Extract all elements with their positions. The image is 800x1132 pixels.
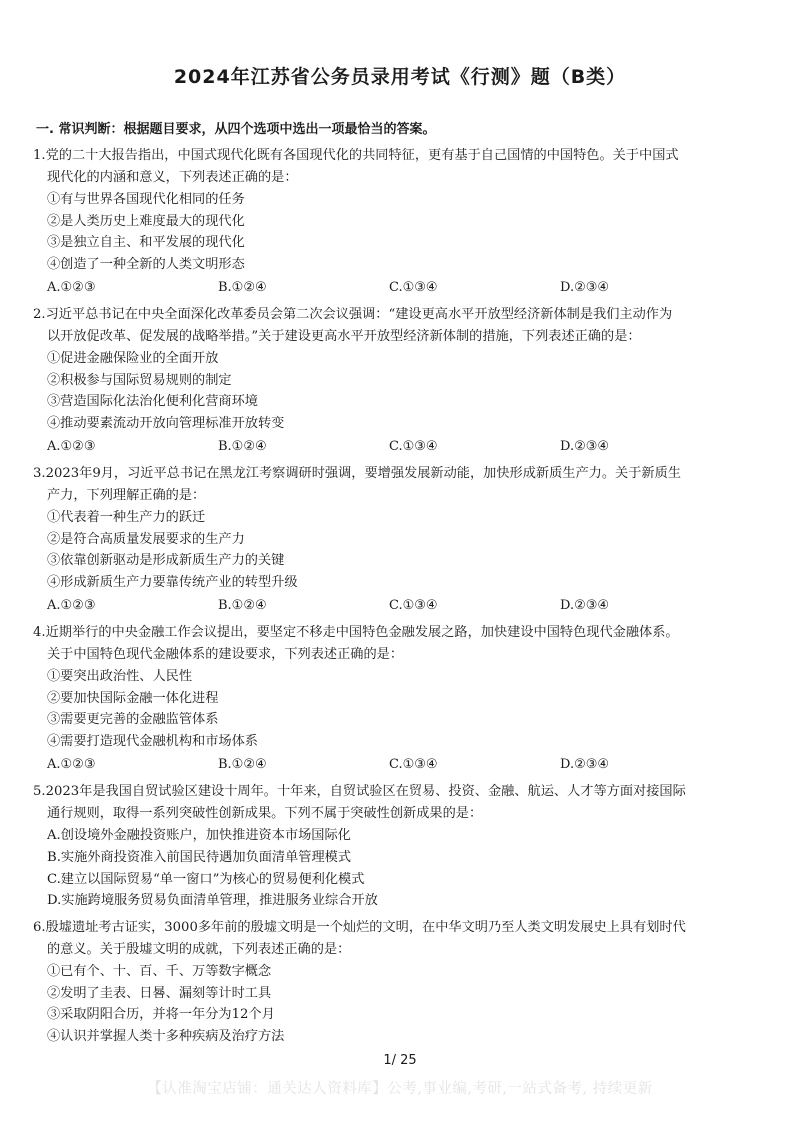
option-b: B.①②④ bbox=[218, 280, 267, 295]
option-a: A.创设境外金融投资账户，加快推进资本市场国际化 bbox=[47, 828, 351, 843]
stem-line: 产力，下列理解正确的是： bbox=[47, 488, 206, 503]
stem-line: 的意义。关于殷墟文明的成就，下列表述正确的是： bbox=[47, 942, 351, 958]
option-a: A.①②③ bbox=[47, 439, 96, 454]
option-d: D.②③④ bbox=[560, 280, 610, 295]
answer-options bbox=[33, 277, 778, 299]
watermark-text: 【认准淘宝店铺：通关达人资料库】公考,事业编,考研,一站式备考, 持续更新 bbox=[147, 1081, 653, 1097]
statement-item: ①有与世界各国现代化相同的任务 bbox=[47, 192, 245, 207]
stem-line: 4.近期举行的中央金融工作会议提出，要坚定不移走中国特色金融发展之路，加快建设中国特色现代金融体系。 bbox=[33, 625, 679, 640]
answer-options bbox=[33, 436, 778, 458]
statement-item: ②是人类历史上难度最大的现代化 bbox=[47, 213, 245, 229]
option-d: D.②③④ bbox=[560, 439, 610, 454]
statement-item: ③采取阴阳合历，并将一年分为12个月 bbox=[47, 1007, 275, 1023]
question-stem bbox=[33, 304, 778, 348]
question-6 bbox=[33, 917, 778, 1047]
stem-line: 5.2023年是我国自贸试验区建设十周年。十年来，自贸试验区在贸易、投资、金融、航运、人才等方面对接国际 bbox=[33, 784, 686, 799]
statement-item: ②积极参与国际贸易规则的制定 bbox=[47, 372, 232, 388]
statement-item: ④推动要素流动开放向管理标准开放转变 bbox=[47, 415, 285, 431]
question-3 bbox=[33, 463, 778, 617]
option-d: D.②③④ bbox=[560, 757, 610, 772]
question-stem bbox=[33, 463, 778, 507]
option-a: A.①②③ bbox=[47, 757, 96, 772]
page-number: 1/ 25 bbox=[383, 1053, 417, 1068]
statement-item: ③是独立自主、和平发展的现代化 bbox=[47, 235, 245, 250]
document-body bbox=[33, 118, 778, 1052]
statement-item: ①要突出政治性、人民性 bbox=[47, 669, 193, 684]
statement-item: ②发明了圭表、日晷、漏刻等计时工具 bbox=[47, 985, 272, 1001]
question-stem bbox=[33, 622, 778, 666]
option-b: B.①②④ bbox=[218, 439, 267, 454]
statement-item: ①促进金融保险业的全面开放 bbox=[47, 351, 219, 366]
question-2 bbox=[33, 304, 778, 458]
option-c: C.①③④ bbox=[389, 598, 438, 613]
statement-item: ②要加快国际金融一体化进程 bbox=[47, 690, 219, 706]
stem-line: 3.2023年9月，习近平总书记在黑龙江考察调研时强调，要增强发展新动能，加快形成新质生产力。关于新质生 bbox=[33, 466, 681, 481]
question-stem bbox=[33, 781, 778, 825]
page-title: 2024年江苏省公务员录用考试《行测》题（B类） bbox=[173, 66, 627, 88]
statement-item: ④创造了一种全新的人类文明形态 bbox=[47, 256, 245, 272]
option-b: B.实施外商投资准入前国民待遇加负面清单管理模式 bbox=[47, 849, 352, 865]
question-stem bbox=[33, 917, 778, 961]
option-a: A.①②③ bbox=[47, 598, 96, 613]
stem-line: 2.习近平总书记在中央全面深化改革委员会第二次会议强调：“建设更高水平开放型经济新体制是我们主动作为 bbox=[33, 307, 673, 322]
option-b: B.①②④ bbox=[218, 757, 267, 772]
option-c: C.①③④ bbox=[389, 757, 438, 772]
statement-item: ④需要打造现代金融机构和市场体系 bbox=[47, 733, 258, 749]
question-stem bbox=[33, 145, 778, 189]
question-1 bbox=[33, 145, 778, 299]
option-c: C.建立以国际贸易“单一窗口”为核心的贸易便利化模式 bbox=[47, 871, 365, 887]
answer-options bbox=[33, 754, 778, 776]
question-4 bbox=[33, 622, 778, 776]
stem-line: 关于中国特色现代金融体系的建设要求，下列表述正确的是： bbox=[47, 647, 404, 662]
question-5 bbox=[33, 781, 778, 912]
statement-item: ①代表着一种生产力的跃迁 bbox=[47, 510, 206, 525]
statement-item: ③营造国际化法治化便利化营商环境 bbox=[47, 394, 258, 409]
statement-item: ③依靠创新驱动是形成新质生产力的关键 bbox=[47, 553, 285, 568]
option-d: D.实施跨境服务贸易负面清单管理，推进服务业综合开放 bbox=[47, 893, 378, 909]
section-heading: 一. 常识判断：根据题目要求，从四个选项中选出一项最恰当的答案。 bbox=[36, 122, 436, 137]
option-c: C.①③④ bbox=[389, 439, 438, 454]
stem-line: 以开放促改革、促发展的战略举措。”关于建设更高水平开放型经济新体制的措施，下列表述正确的是： bbox=[47, 329, 641, 344]
statement-item: ④形成新质生产力要靠传统产业的转型升级 bbox=[47, 574, 298, 590]
stem-line: 现代化的内涵和意义，下列表述正确的是： bbox=[47, 170, 298, 185]
stem-line: 通行规则，取得一系列突破性创新成果。下列不属于突破性创新成果的是： bbox=[47, 806, 483, 821]
stem-line: 6.殷墟遗址考古证实，3000多年前的殷墟文明是一个灿烂的文明，在中华文明乃至人类文明发展史上具有划时代 bbox=[33, 920, 686, 936]
statement-item: ④认识并掌握人类十多种疾病及治疗方法 bbox=[47, 1028, 285, 1044]
statement-item: ③需要更完善的金融监管体系 bbox=[47, 712, 219, 727]
statement-item: ①已有个、十、百、千、万等数字概念 bbox=[47, 964, 272, 980]
option-b: B.①②④ bbox=[218, 598, 267, 613]
statement-item: ②是符合高质量发展要求的生产力 bbox=[47, 531, 245, 547]
answer-options bbox=[33, 595, 778, 617]
option-a: A.①②③ bbox=[47, 280, 96, 295]
stem-line: 1.党的二十大报告指出，中国式现代化既有各国现代化的共同特征，更有基于自己国情的中国特色。关于中国式 bbox=[33, 148, 679, 163]
option-c: C.①③④ bbox=[389, 280, 438, 295]
option-d: D.②③④ bbox=[560, 598, 610, 613]
